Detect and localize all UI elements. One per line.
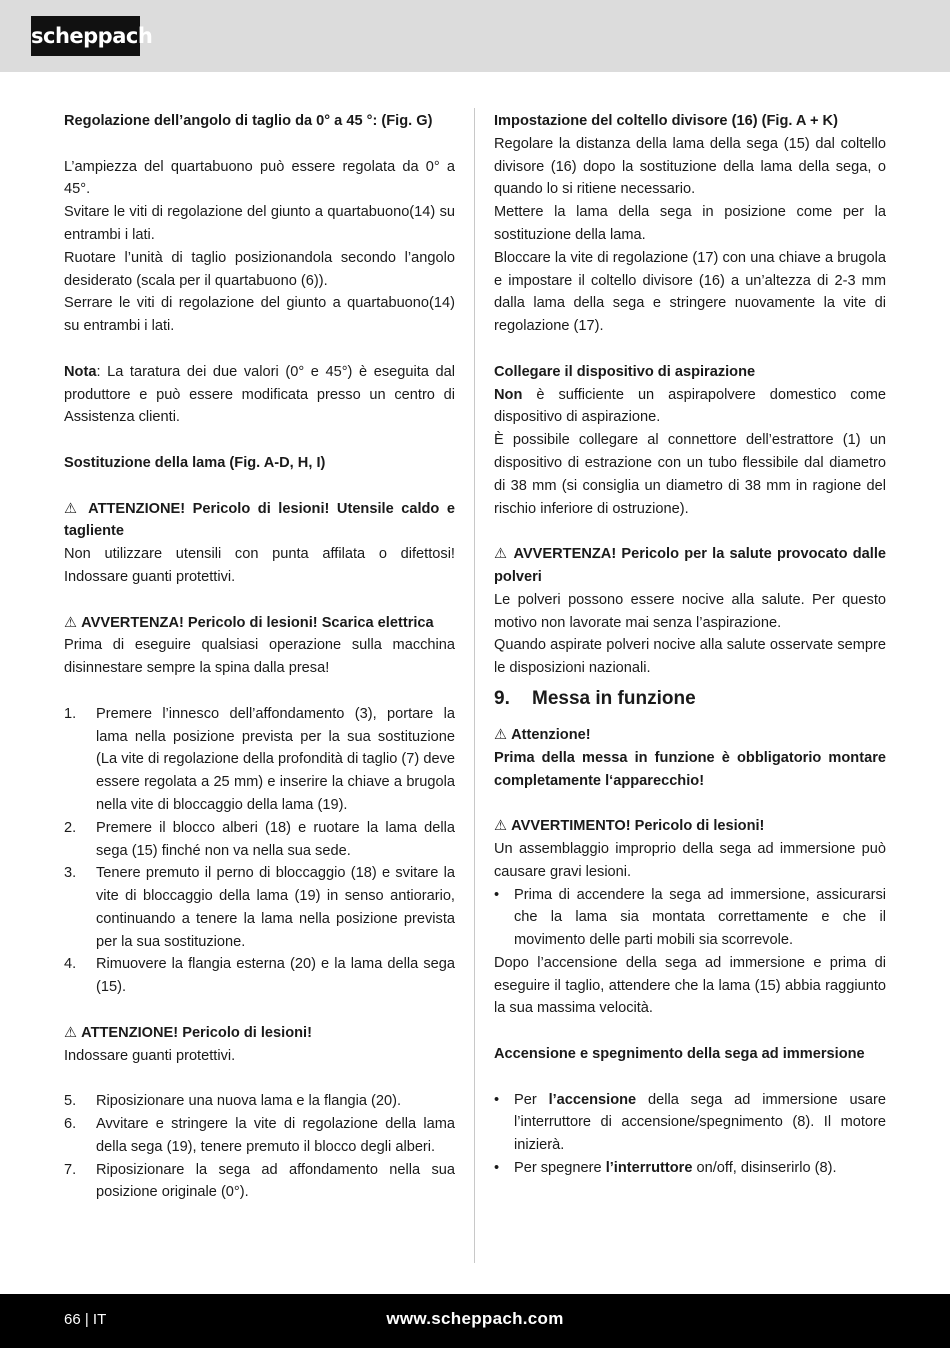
warning-title: ⚠ AVVERTENZA! Pericolo per la salute provocato dalle polveri [494, 543, 886, 589]
list-item: 5. Riposizionare una nuova lama e la flangia (20). [64, 1093, 402, 1110]
paragraph: Dopo l’accensione della sega ad immersione e prima di eseguire il taglio, attendere che la lama (15) abbia raggiunto la sua massima velocità. [494, 954, 886, 1017]
steps-list-b [64, 1090, 455, 1204]
left-column [64, 110, 455, 1204]
paragraph: È possibile collegare al connettore dell’estrattore (1) un dispositivo di estrazione con un tubo flessibile dal diametro di 38 mm (si consiglia un diametro di 38 mm in ragione del rischio inferiore di ostruzione). [494, 432, 886, 517]
paragraph: Mettere la lama della sega in posizione come per la sostituzione della lama. [494, 204, 886, 243]
page-number: 66 | IT [64, 1311, 107, 1328]
section-title-blade-replacement: Sostituzione della lama (Fig. A-D, H, I) [64, 454, 326, 471]
page-header [0, 0, 950, 72]
list-item: 4. Rimuovere la flangia esterna (20) e la lama della sega (15). [64, 956, 455, 996]
section-title-riving-knife: Impostazione del coltello divisore (16) (Fig. A + K) [494, 113, 838, 129]
warning-text: Indossare guanti protettivi. [64, 1047, 236, 1064]
column-divider [474, 108, 475, 1263]
paragraph: L’ampiezza del quartabuono può essere regolata da 0° a 45°. [64, 158, 455, 198]
website-link[interactable]: www.scheppach.com [386, 1309, 564, 1328]
warning-title: ⚠ AVVERTENZA! Pericolo di lesioni! Scarica elettrica [64, 612, 455, 635]
warning-title: ⚠ AVVERTIMENTO! Pericolo di lesioni! [494, 815, 886, 838]
warning-text: Prima di eseguire qualsiasi operazione sulla macchina disinnestare sempre la spina dalla presa! [64, 637, 455, 677]
list-item: 2. Premere il blocco alberi (18) e ruotare la lama della sega (15) finché non va nella sua sede. [64, 819, 455, 859]
warning-text: Non utilizzare utensili con punta affilata o difettosi! Indossare guanti protettivi. [64, 546, 455, 585]
warning-title: ⚠ Attenzione! [494, 724, 886, 747]
list-item: • Per l’accensione della sega ad immersione usare l’interruttore di accensione/spegnimento (8). Il motore inizierà. [494, 1089, 886, 1157]
warning-title: ⚠ ATTENZIONE! Pericolo di lesioni! Utensile caldo e tagliente [64, 498, 455, 544]
list-item: 6. Avvitare e stringere la vite di regolazione della lama della sega (19), tenere premuto il blocco degli alberi. [64, 1116, 455, 1155]
list-item: 1. Premere l’innesco dell’affondamento (3), portare la lama nella posizione prevista per la sua sostituzione (La vite di regolazione della profondità di taglio (7) deve essere regolata a 25 mm) e inserire la chiave a brugola nella vite di bloccaggio della lama (19). [64, 705, 455, 813]
list-item: • Prima di accendere la sega ad immersione, assicurarsi che la lama sia montata correttamente e che il movimento delle parti mobili sia scorrevole. [494, 884, 886, 952]
paragraph: Non è sufficiente un aspirapolvere domestico come dispositivo di aspirazione. [494, 386, 886, 426]
scheppach-logo: scheppach [31, 16, 140, 56]
section-title-extraction: Collegare il dispositivo di aspirazione [494, 363, 756, 380]
steps-list-a [64, 703, 455, 999]
bullet-list [494, 884, 886, 952]
paragraph: Un assemblaggio improprio della sega ad immersione può causare gravi lesioni. [494, 840, 886, 880]
paragraph: Quando aspirate polveri nocive alla salute osservate sempre le disposizioni nazionali. [494, 637, 886, 677]
paragraph: Bloccare la vite di regolazione (17) con una chiave a brugola e impostare il coltello divisore (16) a un’altezza di 2-3 mm dalla lama della sega e stringere nuovamente la vite di regolazione (17). [494, 249, 886, 335]
list-item: 3. Tenere premuto il perno di bloccaggio (18) e svitare la vite di bloccaggio della lama (19) in senso antiorario, continuando a tenere la lama nella posizione prevista per la sua sostituzione. [64, 865, 455, 950]
chapter-heading: 9. Messa in funzione [494, 687, 696, 709]
paragraph: Serrare le viti di regolazione del giunto a quartabuono(14) su entrambi i lati. [64, 295, 455, 335]
section-title-on-off: Accensione e spegnimento della sega ad immersione [494, 1046, 865, 1063]
bullet-list [494, 1089, 886, 1180]
paragraph: Svitare le viti di regolazione del giunto a quartabuono(14) su entrambi i lati. [64, 204, 455, 243]
note-label: Nota [64, 363, 97, 380]
paragraph: Le polveri possono essere nocive alla salute. Per questo motivo non lavorate mai senza l’aspirazione. [494, 591, 886, 631]
list-item: 7. Riposizionare la sega ad affondamento nella sua posizione originale (0°). [64, 1161, 455, 1201]
note-paragraph [64, 361, 455, 429]
list-item: • Per spegnere l’interruttore on/off, disinserirlo (8). [494, 1157, 886, 1180]
right-column [494, 110, 886, 1180]
section-title-bevel: Regolazione dell’angolo di taglio da 0° a 45 °: (Fig. G) [64, 113, 433, 129]
page-footer [0, 1294, 950, 1348]
warning-text: Prima della messa in funzione è obbligatorio montare completamente l‘apparecchio! [494, 749, 886, 789]
paragraph: Ruotare l’unità di taglio posizionandola secondo l’angolo desiderato (scala per il quartabuono (6)). [64, 249, 455, 289]
note-text: : La taratura dei due valori (0° e 45°) è eseguita dal produttore e può essere modificata presso un centro di Assistenza clienti. [64, 363, 455, 426]
paragraph: Regolare la distanza della lama della sega (15) dal coltello divisore (16) dopo la sostituzione della lama della sega, o quando lo si ritiene necessario. [494, 135, 886, 198]
warning-title: ⚠ ATTENZIONE! Pericolo di lesioni! [64, 1022, 455, 1045]
